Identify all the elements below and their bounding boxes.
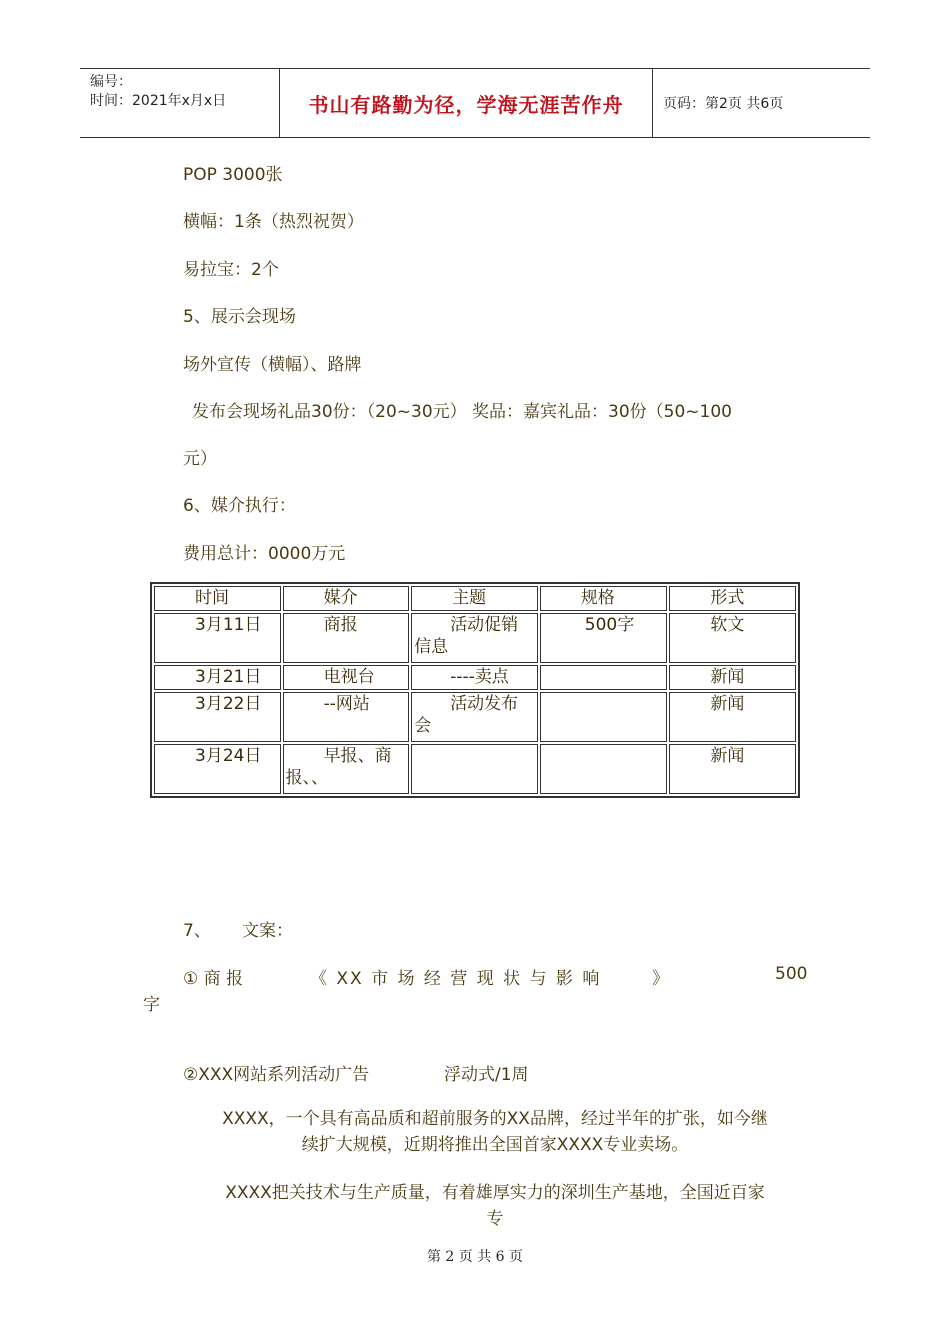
- cell-time: 3月22日: [154, 692, 281, 742]
- gifts-line-cont: 元）: [183, 449, 217, 469]
- cell-topic: ----卖点: [411, 665, 538, 690]
- copy-item1-unit: 字: [143, 995, 160, 1015]
- copy-item1-label: ① 商 报: [183, 969, 244, 989]
- table-row: [154, 692, 796, 742]
- header-motto: 书山有路勤为径，学海无涯苦作舟: [280, 69, 653, 137]
- header-page-info: 页码：第2页 共6页: [663, 96, 784, 112]
- media-schedule-table: [150, 582, 800, 798]
- section-7-number: 7、: [183, 921, 211, 941]
- cell-media: --网站: [283, 692, 410, 742]
- cell-media: 早报、商报、、: [283, 744, 410, 794]
- th-topic: 主题: [411, 586, 538, 611]
- cell-time: 3月21日: [154, 665, 281, 690]
- copy-item2-label: ②XXX网站系列活动广告: [183, 1065, 370, 1085]
- copy-item2-type: 浮动式/1周: [444, 1065, 529, 1085]
- total-cost-line: 费用总计：0000万元: [183, 544, 346, 564]
- time-label: 时间：2021年x月x日: [90, 93, 227, 109]
- table-row: [154, 744, 796, 794]
- page-footer: 第 2 页 共 6 页: [426, 1249, 524, 1265]
- pop-line: POP 3000张: [183, 165, 283, 185]
- table-row: [154, 613, 796, 663]
- cell-time: 3月11日: [154, 613, 281, 663]
- cell-spec: [540, 692, 668, 742]
- header-meta: [80, 69, 280, 137]
- banner-line: 横幅：1条（热烈祝贺）: [183, 212, 364, 232]
- cell-media: 商报: [283, 613, 410, 663]
- cell-format: 新闻: [669, 692, 796, 742]
- outdoor-promo-line: 场外宣传（横幅）、路牌: [183, 355, 362, 375]
- cell-spec: [540, 665, 668, 690]
- copy-item1-title: 《 XX 市 场 经 营 现 状 与 影 响: [310, 969, 602, 989]
- section-7-heading: 文案：: [242, 921, 293, 941]
- cell-format: 软文: [669, 613, 796, 663]
- copy-paragraph-1: XXXX，一个具有高品质和超前服务的XX品牌，经过半年的扩张，如今继 续扩大规模，近期将推出全国首家XXXX专业卖场。: [222, 1109, 768, 1155]
- cell-spec: 500字: [540, 613, 668, 663]
- copy-paragraph-2: XXXX把关技术与生产质量，有着雄厚实力的深圳生产基地，全国近百家 专: [225, 1183, 765, 1229]
- copy-item1-close: 》: [652, 969, 669, 989]
- th-spec: 规格: [540, 586, 668, 611]
- gifts-line: 发布会现场礼品30份：（20~30元） 奖品：嘉宾礼品：30份（50~100: [192, 402, 732, 422]
- cell-media: 电视台: [283, 665, 410, 690]
- cell-topic: [411, 744, 538, 794]
- th-format: 形式: [669, 586, 796, 611]
- cell-spec: [540, 744, 668, 794]
- page-header: [80, 68, 870, 138]
- section-6-heading: 6、媒介执行：: [183, 496, 296, 516]
- cell-topic: 活动促销信息: [411, 613, 538, 663]
- cell-format: 新闻: [669, 665, 796, 690]
- cell-format: 新闻: [669, 744, 796, 794]
- cell-time: 3月24日: [154, 744, 281, 794]
- th-time: 时间: [154, 586, 281, 611]
- section-5-heading: 5、展示会现场: [183, 307, 296, 327]
- code-label: 编号：: [90, 74, 132, 90]
- table-row: [154, 665, 796, 690]
- cell-topic: 活动发布会: [411, 692, 538, 742]
- copy-item1-count: 500: [775, 964, 808, 984]
- th-media: 媒介: [283, 586, 410, 611]
- rollup-line: 易拉宝：2个: [183, 260, 279, 280]
- table-header-row: [154, 586, 796, 611]
